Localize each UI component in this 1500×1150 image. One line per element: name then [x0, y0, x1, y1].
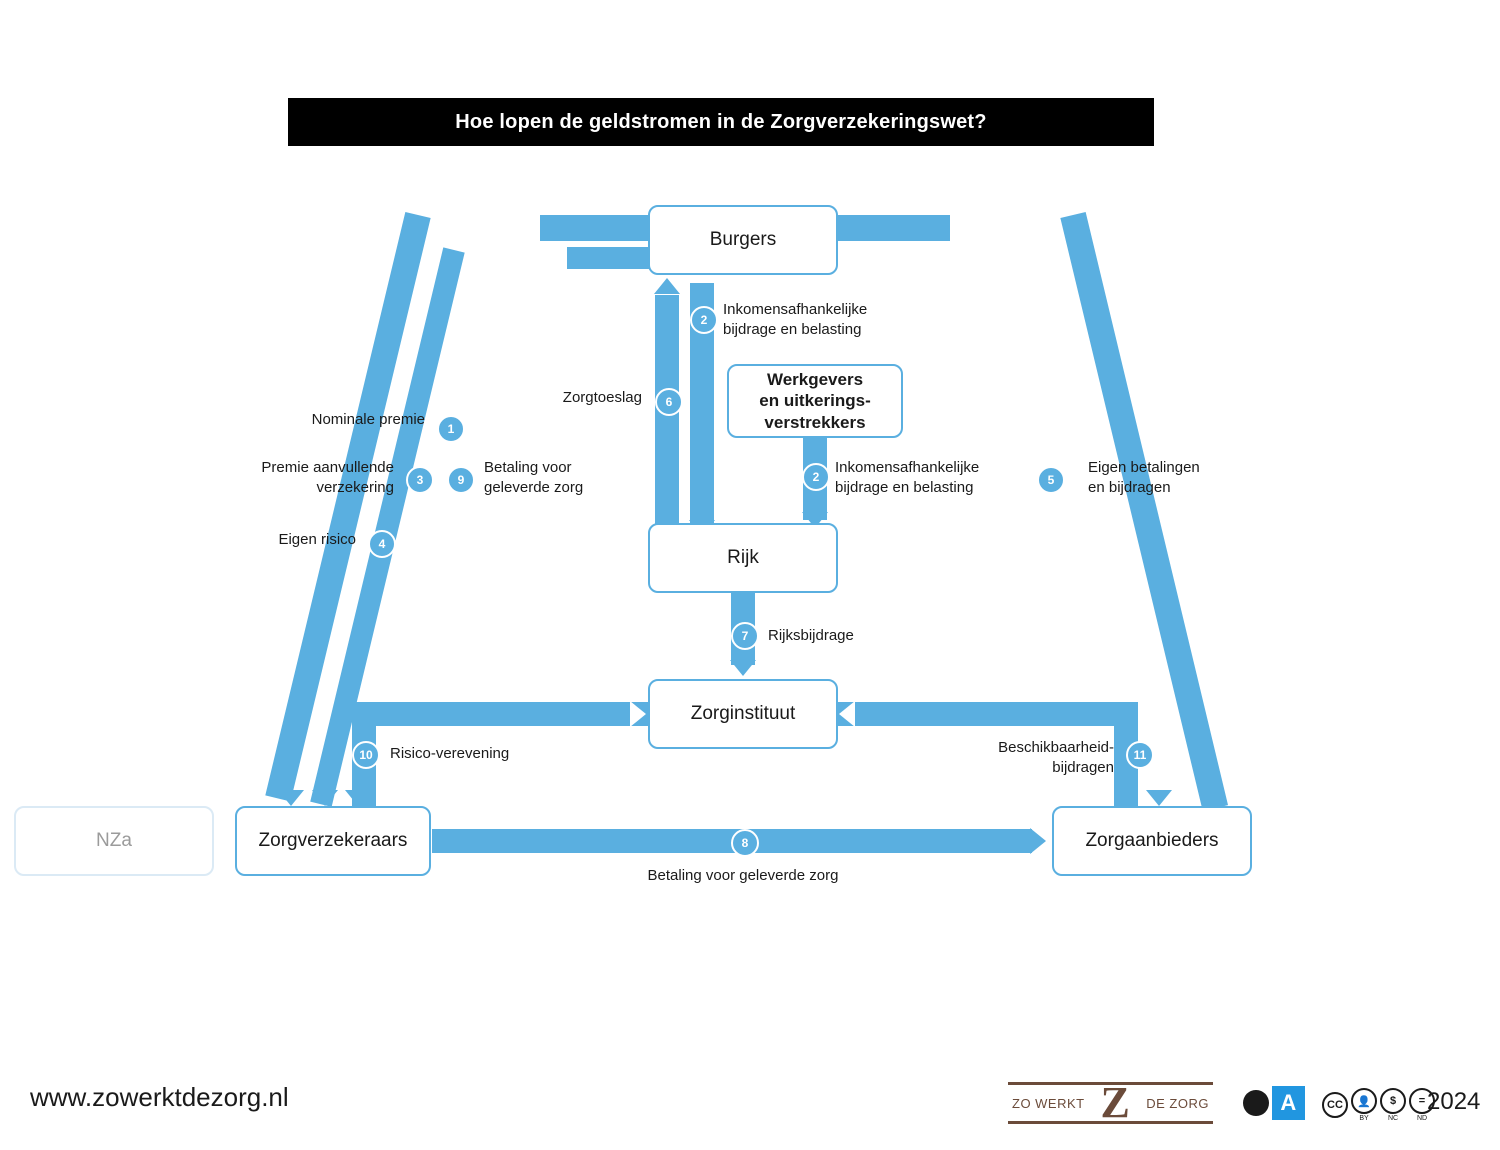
node-rijk[interactable]	[648, 523, 838, 593]
badge-10-text: 10	[359, 748, 373, 762]
node-nza-label: NZa	[96, 830, 132, 851]
node-burgers-label: Burgers	[709, 229, 777, 250]
arrow-rijksbijdrage-down	[730, 660, 756, 676]
arrow-notch-beschikbaarheid	[839, 701, 855, 727]
cc-nc-icon: $ NC	[1380, 1088, 1406, 1122]
node-nza[interactable]	[14, 806, 214, 876]
logo-left-text: ZO WERKT	[1012, 1095, 1085, 1111]
node-rijk-label: Rijk	[727, 547, 759, 568]
logo-z-glyph: Z	[1100, 1078, 1131, 1127]
label-rijksbijdrage: Rijksbijdrage	[768, 627, 854, 644]
badge-5-text: 5	[1047, 473, 1055, 487]
node-zorgaanbieders-label: Zorgaanbieders	[1085, 830, 1219, 851]
badge-9-text: 9	[457, 473, 465, 487]
zowerktdezorg-logo	[1008, 1078, 1213, 1127]
badge-5	[1037, 466, 1065, 494]
circle-icon	[1243, 1090, 1269, 1116]
cc-by-icon: 👤 BY	[1351, 1088, 1377, 1122]
footer-url-text: www.zowerktdezorg.nl	[30, 1082, 289, 1112]
badge-9	[447, 466, 475, 494]
node-zorgverzekeraars-label: Zorgverzekeraars	[258, 830, 408, 851]
node-zorgverzekeraars[interactable]	[235, 806, 431, 876]
badge-1-text: 1	[447, 422, 455, 436]
label-inkomensafhankelijke-top: Inkomensafhankelijke bijdrage en belasting	[723, 301, 868, 338]
page-title-text: Hoe lopen de geldstromen in de Zorgverzekeringswet?	[455, 110, 987, 133]
arrow-betaling-bottom-right	[1030, 828, 1046, 854]
node-werkgevers-line2: en uitkerings-	[759, 391, 871, 411]
badge-2-mid	[802, 463, 830, 491]
footer-year: 2024	[1427, 1088, 1481, 1115]
arrow-notch-risicoverevening	[630, 701, 646, 727]
label-eigen-risico: Eigen risico	[278, 531, 356, 548]
label-risico-verevening: Risico-verevening	[390, 745, 510, 762]
badge-4	[368, 530, 396, 558]
label-eigen-betalingen: Eigen betalingen en bijdragen	[1088, 459, 1200, 496]
badge-11-text: 11	[1133, 748, 1147, 762]
node-burgers[interactable]	[648, 205, 838, 275]
publisher-logo	[1243, 1079, 1305, 1127]
page-title	[288, 98, 1154, 146]
label-betaling-geleverde-zorg-bottom: Betaling voor geleverde zorg	[647, 867, 839, 884]
label-betaling-geleverde-zorg-left: Betaling voor geleverde zorg	[484, 459, 584, 496]
badge-8-text: 8	[741, 836, 749, 850]
letter-a-icon: A	[1272, 1086, 1305, 1120]
badge-10	[352, 741, 380, 769]
arrow-zorgtoeslag-up	[654, 278, 680, 294]
flow-band-left-outer	[540, 215, 650, 241]
flow-beschikbaarheid-h	[838, 702, 1138, 726]
label-beschikbaarheidbijdragen: Beschikbaarheid- bijdragen	[998, 739, 1114, 776]
badge-7	[731, 622, 759, 650]
badge-3	[406, 466, 434, 494]
flow-band-left-mid	[567, 247, 650, 269]
arrow-to-zorgverzekeraars-3	[345, 790, 371, 806]
cc-nd-icon: = ND	[1409, 1088, 1435, 1122]
flow-risicoverevening-h	[352, 702, 652, 726]
badge-2-top-text: 2	[700, 313, 708, 327]
logo-right-text: DE ZORG	[1146, 1095, 1209, 1111]
arrow-to-zorgverzekeraars-2	[312, 790, 338, 806]
badge-3-text: 3	[416, 473, 424, 487]
badge-6	[655, 388, 683, 416]
node-werkgevers[interactable]	[727, 364, 903, 438]
node-zorginstituut[interactable]	[648, 679, 838, 749]
badge-2-top	[690, 306, 718, 334]
arrow-to-zorgverzekeraars-1	[278, 790, 304, 806]
label-inkomensafhankelijke-mid: Inkomensafhankelijke bijdrage en belasting	[835, 459, 980, 496]
label-nominale-premie: Nominale premie	[311, 411, 425, 428]
badge-1	[437, 415, 465, 443]
node-zorgaanbieders[interactable]	[1052, 806, 1252, 876]
creative-commons-badge	[1322, 1088, 1435, 1122]
badge-11	[1126, 741, 1154, 769]
badge-4-text: 4	[378, 537, 386, 551]
label-zorgtoeslag: Zorgtoeslag	[562, 389, 642, 406]
arrow-into-burgers-right	[840, 215, 856, 241]
badge-2-mid-text: 2	[812, 470, 820, 484]
footer-url[interactable]	[30, 1082, 289, 1113]
cc-icon: CC	[1322, 1092, 1348, 1118]
badge-6-text: 6	[665, 395, 673, 409]
arrow-to-zorgaanbieders-5	[1146, 790, 1172, 806]
node-werkgevers-line1: Werkgevers	[766, 370, 864, 390]
badge-8	[731, 829, 759, 857]
label-premie-aanvullende: Premie aanvullende verzekering	[261, 459, 394, 496]
badge-7-text: 7	[741, 629, 749, 643]
node-werkgevers-line3: verstrekkers	[764, 412, 866, 432]
node-zorginstituut-label: Zorginstituut	[690, 703, 796, 724]
